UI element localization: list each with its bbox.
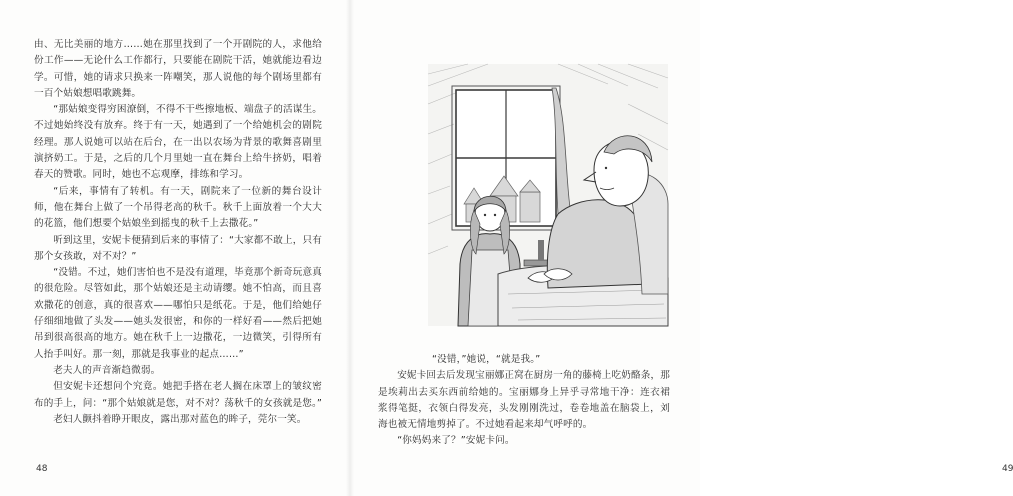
- paragraph: “没错，”她说，“就是我。”: [432, 354, 541, 365]
- paragraph: “那姑娘变得穷困潦倒，不得不干些擦地板、端盘子的活谋生。不过她始终没有放弃。终于有一天，她遇到了一个给她机会的剧院经理。那人说她可以站在后台，在一出以农场为背景的歌舞喜剧里演挤奶工。于是，之后的几个月里她一直在舞台上给牛挤奶，唱着春天的赞歌。同时，她也不忘观摩，排练和学习。: [34, 104, 322, 181]
- page-number-right: 49: [1002, 464, 1013, 474]
- paragraph: “后来，事情有了转机。有一天，剧院来了一位新的舞台设计师，他在舞台上做了一个吊得老高的秋千。秋千上面放着一个大大的花篮，他们想要个姑娘坐到摇曳的秋千上去撒花。”: [34, 185, 322, 230]
- paragraph: 听到这里，安妮卡便猜到后来的事情了：“大家都不敢上，只有那个女孩敢，对不对？”: [34, 234, 322, 262]
- illustration-old-woman-and-girl-icon: [428, 64, 668, 326]
- paragraph: 由、无比美丽的地方……她在那里找到了一个开剧院的人，求他给份工作——无论什么工作都行，只要能在剧院干活，她就能边看边学。可惜，她的请求只换来一阵嘲笑，那人说他的每个剧场里都有一百个姑娘想唱歌跳舞。: [34, 39, 322, 99]
- paragraph: 安妮卡回去后发现宝丽娜正窝在厨房一角的藤椅上吃奶酪条，那是埃莉出去买东西前给她的。宝丽娜身上异乎寻常地干净：连衣裙浆得笔挺，衣领白得发亮，头发刚刚洗过，卷卷地盖在脑袋上，刘海也被无情地剪掉了。不过她看起来却气呼呼的。: [378, 370, 671, 431]
- paragraph: “你妈妈来了？”安妮卡问。: [397, 435, 515, 447]
- left-page-text: [34, 37, 322, 428]
- paragraph: 但安妮卡还想问个究竟。她把手搭在老人搁在床罩上的皱纹密布的手上，问：“那个姑娘就是您，对不对？荡秋千的女孩就是您。”: [34, 381, 323, 409]
- left-page: [0, 0, 350, 496]
- paragraph: 老妇人颤抖着睁开眼皮，露出那对蓝色的眸子，莞尔一笑。: [53, 413, 307, 425]
- paragraph: 老夫人的声音渐趋微弱。: [53, 364, 161, 376]
- right-page-text: [378, 352, 670, 450]
- page-number-left: 48: [36, 464, 48, 474]
- paragraph: “没错。不过，她们害怕也不是没有道理，毕竟那个新奇玩意真的很危险。尽管如此，那个姑娘还是主动请缨。她不怕高，而且喜欢撒花的创意，真的很喜欢——哪怕只是纸花。于是，他们给她仔仔细细地做了头发——她头发很密，和你的一样好看——然后把她吊到很高很高的地方。她在秋千上一边撒花，一边微笑，引得所有人抬手叫好。那一刻，那就是我事业的起点……”: [34, 267, 322, 360]
